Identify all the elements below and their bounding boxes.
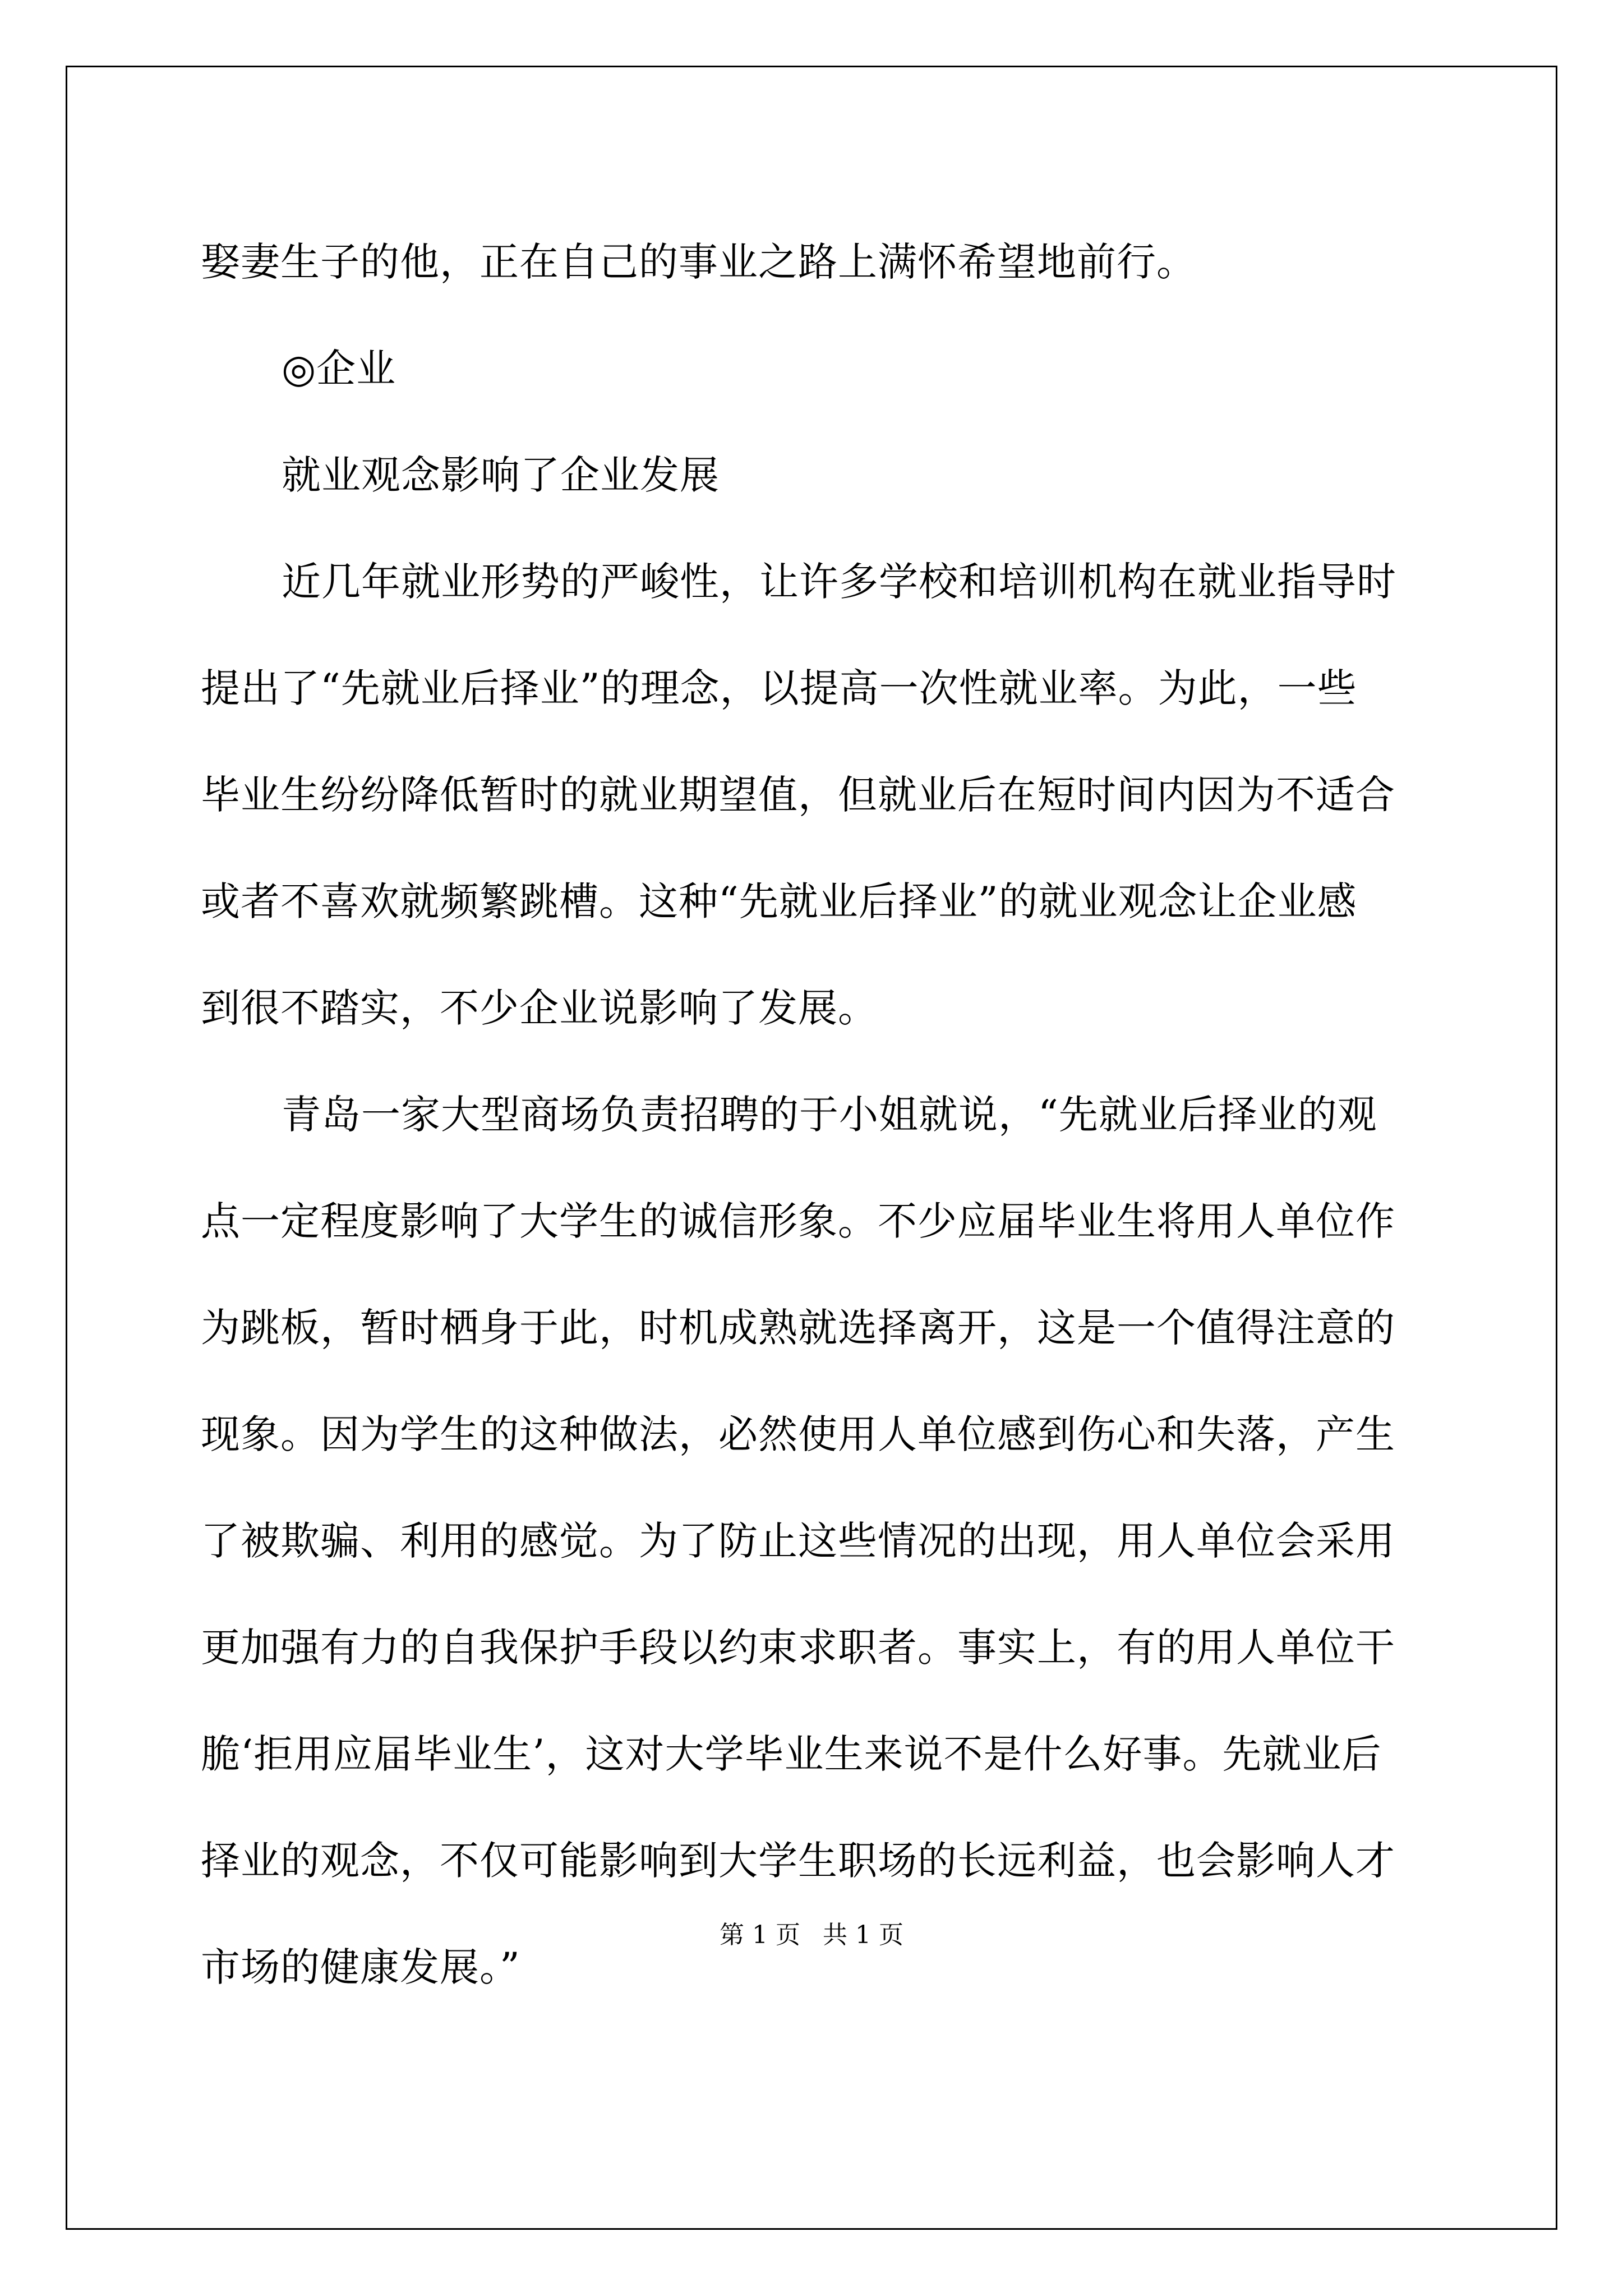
paragraph-line: 或者不喜欢就频繁跳槽。这种“先就业后择业”的就业观念让企业感	[201, 878, 1357, 924]
paragraph-line: 近几年就业形势的严峻性，让许多学校和培训机构在就业指导时	[282, 559, 1396, 605]
paragraph-line: 到很不踏实，不少企业说影响了发展。	[201, 985, 878, 1031]
paragraph-line: 更加强有力的自我保护手段以约束求职者。事实上，有的用人单位干	[201, 1625, 1395, 1671]
paragraph-line: 提出了“先就业后择业”的理念，以提高一次性就业率。为此，一些	[201, 665, 1357, 711]
paragraph-line: 脆‘拒用应届毕业生’，这对大学毕业生来说不是什么好事。先就业后	[201, 1731, 1382, 1777]
page-footer	[0, 1918, 1623, 1952]
section-heading: ◎企业	[282, 346, 396, 392]
paragraph-line: 了被欺骗、利用的感觉。为了防止这些情况的出现，用人单位会采用	[201, 1518, 1395, 1564]
paragraph-line: 点一定程度影响了大学生的诚信形象。不少应届毕业生将用人单位作	[201, 1198, 1395, 1244]
paragraph-line: 娶妻生子的他，正在自己的事业之路上满怀希望地前行。	[201, 239, 1196, 285]
paragraph-line: 择业的观念，不仅可能影响到大学生职场的长远利益，也会影响人才	[201, 1838, 1395, 1884]
paragraph-line: 现象。因为学生的这种做法，必然使用人单位感到伤心和失落，产生	[201, 1411, 1395, 1457]
paragraph-line: 毕业生纷纷降低暂时的就业期望值，但就业后在短时间内因为不适合	[201, 772, 1395, 818]
document-body	[201, 209, 1435, 2021]
page-number-current: 第 1 页	[720, 1921, 800, 1949]
page-number-total: 共 1 页	[823, 1921, 903, 1949]
paragraph-line: 青岛一家大型商场负责招聘的于小姐就说，“先就业后择业的观	[282, 1092, 1377, 1138]
subsection-heading: 就业观念影响了企业发展	[282, 452, 720, 498]
paragraph-line: 市场的健康发展。”	[201, 1944, 520, 1990]
paragraph-line: 为跳板，暂时栖身于此，时机成熟就选择离开，这是一个值得注意的	[201, 1305, 1395, 1351]
